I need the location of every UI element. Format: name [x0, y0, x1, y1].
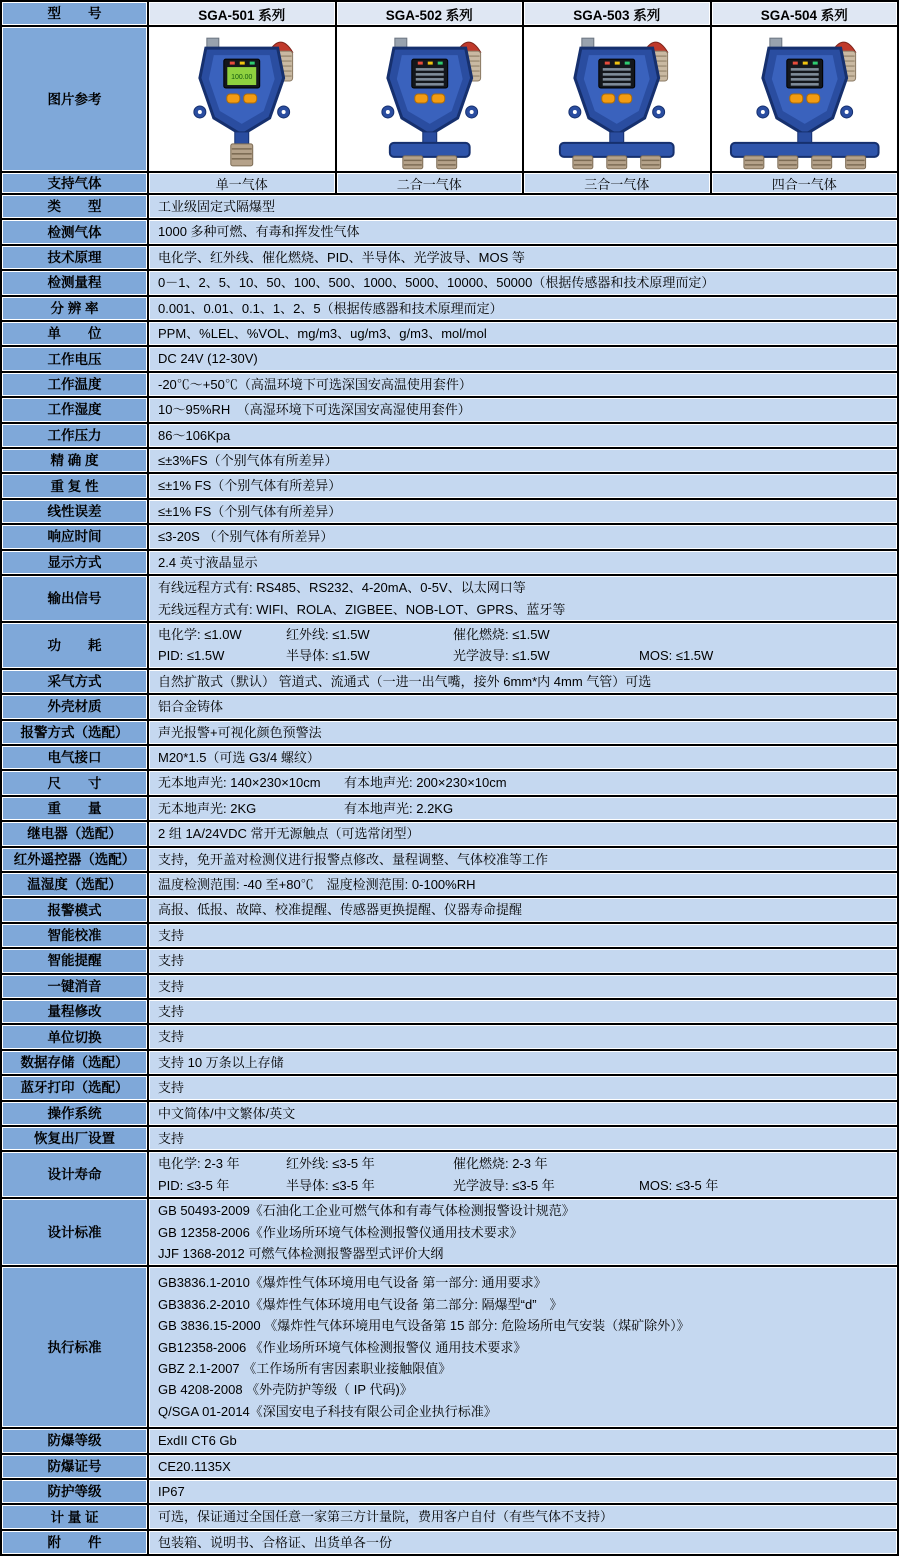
- spec-label: 外壳材质: [1, 694, 148, 719]
- spec-row-11: [1, 448, 898, 473]
- spec-label: 智能提醒: [1, 948, 148, 973]
- spec-label: 计 量 证: [1, 1504, 148, 1529]
- spec-value-line: 自然扩散式（默认） 管道式、流通式（一进一出气嘴，接外 6mm*内 4mm 气管）可选: [158, 673, 652, 689]
- spec-row-37: [1, 1151, 898, 1198]
- spec-row-21: [1, 745, 898, 770]
- spec-value-line: 支持 10 万条以上存储: [158, 1054, 284, 1070]
- spec-label: 报警模式: [1, 897, 148, 922]
- model-header-2: SGA-502 系列: [336, 1, 524, 26]
- spec-label: 尺 寸: [1, 770, 148, 795]
- spec-row-8: [1, 372, 898, 397]
- spec-label: 量程修改: [1, 999, 148, 1024]
- spec-row-5: [1, 296, 898, 321]
- spec-label: 温湿度（选配）: [1, 872, 148, 897]
- spec-value-line: 电化学: ≤1.0W 红外线: ≤1.5W 催化燃烧: ≤1.5W: [158, 626, 550, 642]
- spec-label: 检测气体: [1, 219, 148, 244]
- spec-value-line: 包装箱、说明书、合格证、出货单各一份: [158, 1534, 393, 1550]
- spec-value-line: 中文简体/中文繁体/英文: [158, 1105, 296, 1121]
- spec-value-line: IP67: [158, 1484, 185, 1500]
- spec-row-17: [1, 622, 898, 669]
- spec-row-27: [1, 897, 898, 922]
- supported-gas-value-4: 四合一气体: [711, 172, 899, 194]
- spec-value-line: 无本地声光: 2KG 有本地声光: 2.2KG: [158, 800, 454, 816]
- spec-row-1: [1, 194, 898, 219]
- spec-value: [148, 1504, 898, 1529]
- spec-value-line: GB 4208-2008 《外壳防护等级（ IP 代码)》: [158, 1382, 413, 1398]
- device-illustration: [149, 28, 335, 170]
- spec-value-line: GB 50493-2009《石油化工企业可燃气体和有毒气体检测报警设计规范》: [158, 1203, 575, 1219]
- spec-value-line: 1000 多种可燃、有毒和挥发性气体: [158, 224, 360, 240]
- spec-value-line: 工业级固定式隔爆型: [158, 199, 276, 214]
- spec-value-line: GB 3836.15-2000 《爆炸性气体环境用电气设备第 15 部分: 危险场所电气安装（煤矿除外）》: [158, 1318, 690, 1334]
- spec-value: [148, 423, 898, 448]
- spec-label: 红外遥控器（选配）: [1, 847, 148, 872]
- spec-value: [148, 923, 898, 948]
- spec-row-23: [1, 796, 898, 821]
- spec-row-42: [1, 1479, 898, 1504]
- spec-value-line: 可选，保证通过全国任意一家第三方计量院，费用客户自付（有些气体不支持）: [158, 1509, 614, 1525]
- spec-label: 分 辨 率: [1, 296, 148, 321]
- device-illustration: [524, 28, 710, 170]
- spec-row-16: [1, 575, 898, 622]
- spec-value: [148, 720, 898, 745]
- spec-label: 输出信号: [1, 575, 148, 622]
- spec-value-line: 2 组 1A/24VDC 常开无源触点（可选常闭型）: [158, 826, 420, 842]
- spec-value: [148, 1075, 898, 1100]
- supported-gas-value-1: 单一气体: [148, 172, 336, 194]
- image-reference-row: [1, 26, 898, 172]
- spec-row-14: [1, 524, 898, 549]
- spec-row-19: [1, 694, 898, 719]
- spec-label: 蓝牙打印（选配）: [1, 1075, 148, 1100]
- spec-value-line: 有线远程方式有: RS485、RS232、4-20mA、0-5V、以太网口等: [158, 580, 526, 596]
- spec-row-13: [1, 499, 898, 524]
- device-image-sga-501: [148, 26, 336, 172]
- spec-value: [148, 346, 898, 371]
- spec-value: [148, 550, 898, 575]
- spec-value-line: GB3836.1-2010《爆炸性气体环境用电气设备 第一部分: 通用要求》: [158, 1275, 547, 1291]
- spec-value: [148, 245, 898, 270]
- spec-value: [148, 1530, 898, 1555]
- spec-label: 工作电压: [1, 346, 148, 371]
- spec-label: 防爆证号: [1, 1454, 148, 1479]
- spec-label: 响应时间: [1, 524, 148, 549]
- spec-value: [148, 397, 898, 422]
- spec-value: [148, 473, 898, 498]
- spec-label: 单位切换: [1, 1024, 148, 1049]
- model-header-3: SGA-503 系列: [523, 1, 711, 26]
- spec-value: [148, 499, 898, 524]
- spec-value: [148, 194, 898, 219]
- spec-value: [148, 974, 898, 999]
- spec-label: 操作系统: [1, 1101, 148, 1126]
- spec-label: 数据存储（选配）: [1, 1050, 148, 1075]
- spec-row-6: [1, 321, 898, 346]
- spec-label: 重 复 性: [1, 473, 148, 498]
- spec-value: [148, 575, 898, 622]
- spec-value: [148, 321, 898, 346]
- spec-row-31: [1, 999, 898, 1024]
- spec-row-32: [1, 1024, 898, 1049]
- spec-label: 采气方式: [1, 669, 148, 694]
- spec-label: 附 件: [1, 1530, 148, 1555]
- device-illustration: [712, 28, 898, 170]
- spec-value-line: 无线远程方式有: WIFI、ROLA、ZIGBEE、NOB-LOT、GPRS、蓝牙等: [158, 601, 566, 617]
- spec-value: [148, 669, 898, 694]
- spec-value-line: ≤±1% FS（个别气体有所差异）: [158, 503, 342, 519]
- spec-row-12: [1, 473, 898, 498]
- spec-label: 防护等级: [1, 1479, 148, 1504]
- device-image-sga-504: [711, 26, 899, 172]
- spec-label: 工作湿度: [1, 397, 148, 422]
- spec-label: 工作压力: [1, 423, 148, 448]
- spec-value-line: 支持: [158, 1131, 185, 1147]
- spec-value: [148, 694, 898, 719]
- spec-value-line: ≤3-20S （个别气体有所差异）: [158, 529, 334, 545]
- spec-value: [148, 948, 898, 973]
- spec-value: [148, 796, 898, 821]
- spec-label: 智能校准: [1, 923, 148, 948]
- spec-value-line: ExdII CT6 Gb: [158, 1433, 237, 1449]
- model-column-label: 型 号: [1, 1, 148, 26]
- spec-value-line: -20℃～+50℃（高温环境下可选深国安高温使用套件）: [158, 376, 472, 392]
- spec-row-9: [1, 397, 898, 422]
- model-header-4: SGA-504 系列: [711, 1, 899, 26]
- spec-value-line: JJF 1368-2012 可燃气体检测报警器型式评价大纲: [158, 1246, 444, 1262]
- device-illustration: [337, 28, 523, 170]
- spec-row-34: [1, 1075, 898, 1100]
- spec-value-line: 0.001、0.01、0.1、1、2、5（根据传感器和技术原理而定）: [158, 300, 503, 316]
- spec-value: [148, 1198, 898, 1266]
- spec-value: [148, 872, 898, 897]
- spec-value-line: 支持: [158, 1029, 185, 1045]
- spec-value: [148, 770, 898, 795]
- spec-row-22: [1, 770, 898, 795]
- supported-gas-row: [1, 172, 898, 194]
- spec-label: 单 位: [1, 321, 148, 346]
- spec-row-44: [1, 1530, 898, 1555]
- model-header-row: [1, 1, 898, 26]
- spec-value: [148, 1266, 898, 1428]
- spec-label: 类 型: [1, 194, 148, 219]
- spec-row-40: [1, 1428, 898, 1453]
- spec-value-line: 支持，免开盖对检测仪进行报警点修改、量程调整、气体校准等工作: [158, 851, 549, 867]
- spec-value-line: 支持: [158, 978, 185, 994]
- spec-label: 精 确 度: [1, 448, 148, 473]
- spec-row-41: [1, 1454, 898, 1479]
- spec-label: 一键消音: [1, 974, 148, 999]
- spec-label: 继电器（选配）: [1, 821, 148, 846]
- spec-row-28: [1, 923, 898, 948]
- spec-row-2: [1, 219, 898, 244]
- spec-value: [148, 897, 898, 922]
- spec-value: [148, 1428, 898, 1453]
- supported-gas-value-2: 二合一气体: [336, 172, 524, 194]
- spec-row-35: [1, 1101, 898, 1126]
- spec-label: 重 量: [1, 796, 148, 821]
- spec-value: [148, 1024, 898, 1049]
- spec-value-line: GB3836.2-2010《爆炸性气体环境用电气设备 第二部分: 隔爆型“d” 》: [158, 1296, 563, 1312]
- spec-value: [148, 1454, 898, 1479]
- spec-value-line: CE20.1135X: [158, 1458, 231, 1474]
- spec-value-line: 86～106Kpa: [158, 427, 231, 443]
- spec-value: [148, 296, 898, 321]
- spec-value: [148, 622, 898, 669]
- spec-value-line: 温度检测范围: -40 至+80℃ 湿度检测范围: 0-100%RH: [158, 876, 476, 892]
- supported-gas-label: 支持气体: [1, 172, 148, 194]
- spec-label: 线性误差: [1, 499, 148, 524]
- spec-value-line: ≤±3%FS（个别气体有所差异）: [158, 453, 338, 469]
- spec-row-25: [1, 847, 898, 872]
- device-image-sga-502: [336, 26, 524, 172]
- svg-text:100.00: 100.00: [231, 74, 253, 82]
- spec-value-line: 铝合金铸体: [158, 699, 224, 715]
- spec-label: 显示方式: [1, 550, 148, 575]
- spec-value: [148, 524, 898, 549]
- spec-label: 设计标准: [1, 1198, 148, 1266]
- spec-value-line: Q/SGA 01-2014《深国安电子科技有限公司企业执行标准》: [158, 1403, 497, 1419]
- spec-row-24: [1, 821, 898, 846]
- spec-value: [148, 1126, 898, 1151]
- supported-gas-value-3: 三合一气体: [523, 172, 711, 194]
- spec-row-43: [1, 1504, 898, 1529]
- spec-value-line: M20*1.5（可选 G3/4 螺纹）: [158, 749, 320, 765]
- spec-value: [148, 1479, 898, 1504]
- spec-value: [148, 1151, 898, 1198]
- spec-value: [148, 1101, 898, 1126]
- spec-value: [148, 219, 898, 244]
- spec-label: 防爆等级: [1, 1428, 148, 1453]
- spec-value: [148, 448, 898, 473]
- spec-row-20: [1, 720, 898, 745]
- spec-value-line: 电化学、红外线、催化燃烧、PID、半导体、光学波导、MOS 等: [158, 249, 525, 265]
- spec-value-line: GB12358-2006 《作业场所环境气体检测报警仪 通用技术要求》: [158, 1339, 527, 1355]
- spec-value: [148, 745, 898, 770]
- spec-row-33: [1, 1050, 898, 1075]
- spec-value-line: 支持: [158, 1080, 185, 1096]
- spec-value-line: PID: ≤3-5 年 半导体: ≤3-5 年 光学波导: ≤3-5 年 MOS: ≤3-5 年: [158, 1177, 719, 1193]
- spec-value-line: 支持: [158, 927, 185, 943]
- spec-label: 工作温度: [1, 372, 148, 397]
- spec-row-15: [1, 550, 898, 575]
- spec-value: [148, 999, 898, 1024]
- spec-value-line: 支持: [158, 1004, 185, 1019]
- spec-label: 报警方式（选配）: [1, 720, 148, 745]
- spec-value-line: 10～95%RH （高湿环境下可选深国安高湿使用套件）: [158, 402, 471, 418]
- spec-row-29: [1, 948, 898, 973]
- spec-row-3: [1, 245, 898, 270]
- spec-value-line: 0－1、2、5、10、50、100、500、1000、5000、10000、50000（根据传感器和技术原理而定）: [158, 275, 715, 291]
- spec-value-line: 电化学: 2-3 年 红外线: ≤3-5 年 催化燃烧: 2-3 年: [158, 1156, 548, 1172]
- spec-value-line: DC 24V (12-30V): [158, 351, 258, 367]
- spec-row-30: [1, 974, 898, 999]
- spec-row-4: [1, 270, 898, 295]
- spec-value-line: PID: ≤1.5W 半导体: ≤1.5W 光学波导: ≤1.5W MOS: ≤1.5W: [158, 648, 714, 664]
- spec-label: 电气接口: [1, 745, 148, 770]
- spec-row-10: [1, 423, 898, 448]
- spec-value-line: GB 12358-2006《作业场所环境气体检测报警仪通用技术要求》: [158, 1224, 523, 1240]
- spec-value: [148, 847, 898, 872]
- spec-label: 技术原理: [1, 245, 148, 270]
- spec-value: [148, 270, 898, 295]
- spec-value-line: 支持: [158, 953, 185, 969]
- spec-row-39: [1, 1266, 898, 1428]
- spec-label: 恢复出厂设置: [1, 1126, 148, 1151]
- spec-value: [148, 1050, 898, 1075]
- spec-label: 设计寿命: [1, 1151, 148, 1198]
- spec-row-26: [1, 872, 898, 897]
- spec-label: 功 耗: [1, 622, 148, 669]
- spec-value-line: 声光报警+可视化颜色预警法: [158, 724, 322, 740]
- spec-row-36: [1, 1126, 898, 1151]
- spec-value-line: 无本地声光: 140×230×10cm 有本地声光: 200×230×10cm: [158, 775, 507, 791]
- spec-label: 执行标准: [1, 1266, 148, 1428]
- spec-value-line: 2.4 英寸液晶显示: [158, 554, 258, 570]
- spec-value-line: ≤±1% FS（个别气体有所差异）: [158, 478, 342, 494]
- spec-value-line: 高报、低报、故障、校准提醒、传感器更换提醒、仪器寿命提醒: [158, 902, 523, 918]
- device-image-sga-503: [523, 26, 711, 172]
- spec-value-line: GBZ 2.1-2007 《工作场所有害因素职业接触限值》: [158, 1361, 452, 1377]
- model-header-1: SGA-501 系列: [148, 1, 336, 26]
- spec-value-line: PPM、%LEL、%VOL、mg/m3、ug/m3、g/m3、mol/mol: [158, 326, 487, 342]
- spec-label: 检测量程: [1, 270, 148, 295]
- spec-row-7: [1, 346, 898, 371]
- spec-value: [148, 821, 898, 846]
- spec-value: [148, 372, 898, 397]
- image-row-label: 图片参考: [1, 26, 148, 172]
- spec-row-38: [1, 1198, 898, 1266]
- spec-row-18: [1, 669, 898, 694]
